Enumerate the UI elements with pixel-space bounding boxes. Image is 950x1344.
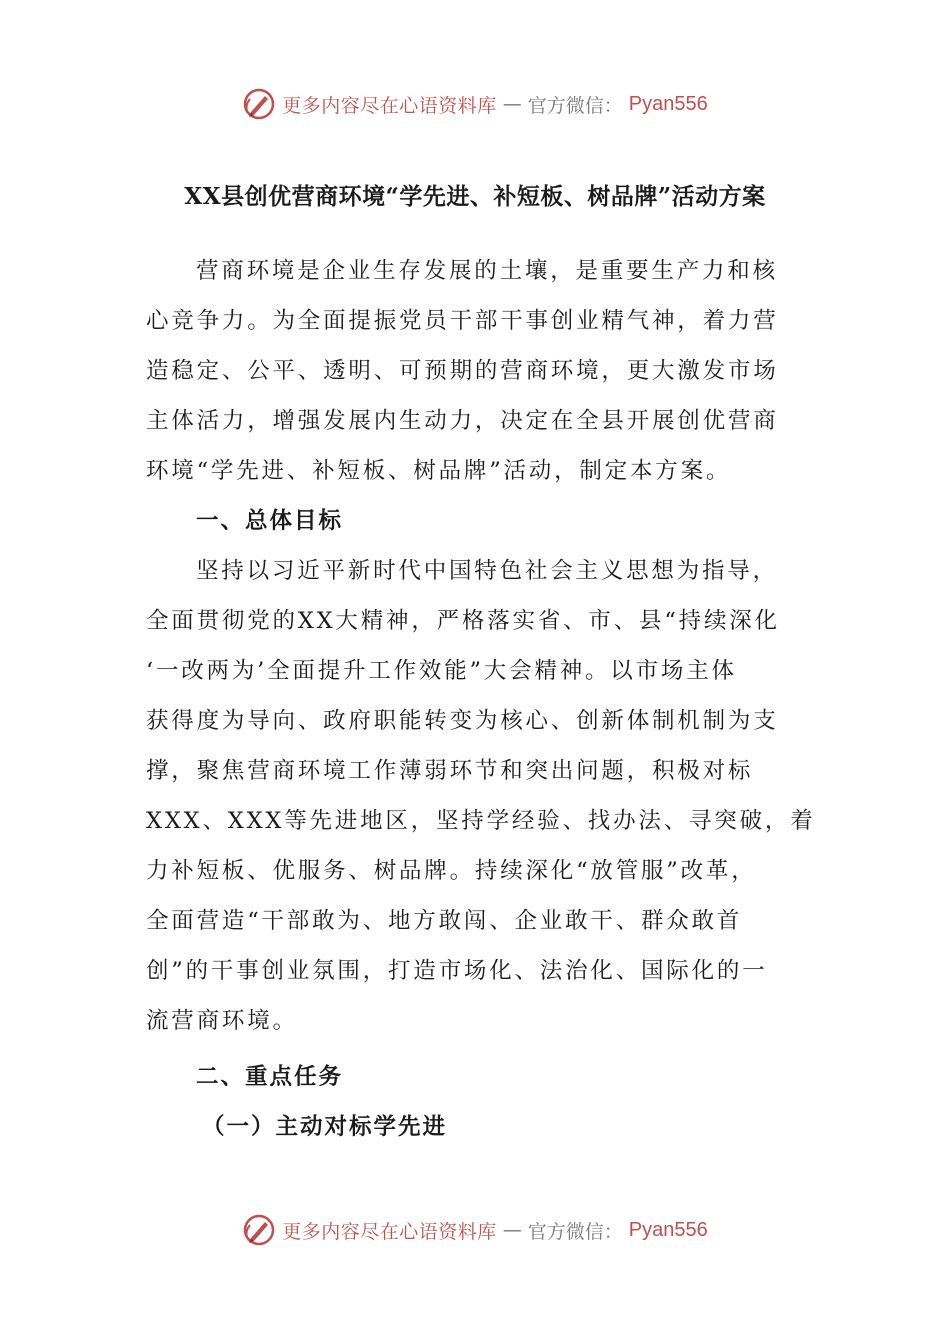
watermark-wechat-id: Pyan556 [628, 1218, 708, 1241]
watermark-wechat-id: Pyan556 [628, 92, 708, 115]
pen-logo-icon [242, 87, 276, 121]
footer-watermark [0, 1210, 950, 1250]
section-heading-key-tasks: 二、重点任务 [196, 1064, 344, 1090]
intro-line: 心竞争力。为全面提振党员干部干事创业精气神，着力营 [146, 308, 779, 334]
section1-line: 获得度为导向、政府职能转变为核心、创新体制机制为支 [146, 708, 779, 734]
watermark-text: 更多内容尽在心语资料库 [282, 94, 497, 117]
section1-line: 坚持以习近平新时代中国特色社会主义思想为指导， [196, 558, 778, 584]
intro-line: 营商环境是企业生存发展的土壤，是重要生产力和核 [196, 258, 778, 284]
watermark-dash: — [502, 93, 522, 115]
header-watermark [0, 84, 950, 124]
section1-line: 全面营造“干部敢为、地方敢闯、企业敢干、群众敢首 [146, 908, 743, 934]
section1-line: XXX、XXX等先进地区，坚持学经验、找办法、寻突破，着 [146, 808, 816, 834]
intro-line: 环境“学先进、补短板、树品牌”活动，制定本方案。 [146, 458, 732, 484]
pen-logo-icon [242, 1213, 276, 1247]
section1-line: 力补短板、优服务、树品牌。持续深化“放管服”改革， [146, 858, 757, 884]
section1-line: ‘一改两为’全面提升工作效能”大会精神。以市场主体 [146, 658, 737, 684]
document-body [146, 246, 816, 1152]
document-title: XX县创优营商环境“学先进、补短板、树品牌”活动方案 [184, 183, 766, 210]
section1-line: 创”的干事创业氛围，打造市场化、法治化、国际化的一 [146, 958, 768, 984]
section1-line: 流营商环境。 [146, 1008, 298, 1034]
watermark-text: 更多内容尽在心语资料库 [282, 1220, 497, 1243]
section1-line: 全面贯彻党的XX大精神，严格落实省、市、县“持续深化 [146, 608, 780, 634]
subsection-heading: （一）主动对标学先进 [202, 1114, 448, 1140]
intro-line: 主体活力，增强发展内生动力，决定在全县开展创优营商 [146, 408, 779, 434]
section-heading-overall-goal: 一、总体目标 [196, 508, 344, 534]
watermark-wechat-label: 官方微信： [527, 1220, 623, 1243]
watermark-wechat-label: 官方微信： [527, 94, 623, 117]
intro-line: 造稳定、公平、透明、可预期的营商环境，更大激发市场 [146, 358, 779, 384]
watermark-dash: — [502, 1219, 522, 1241]
section1-line: 撑，聚焦营商环境工作薄弱环节和突出问题，积极对标 [146, 758, 754, 784]
